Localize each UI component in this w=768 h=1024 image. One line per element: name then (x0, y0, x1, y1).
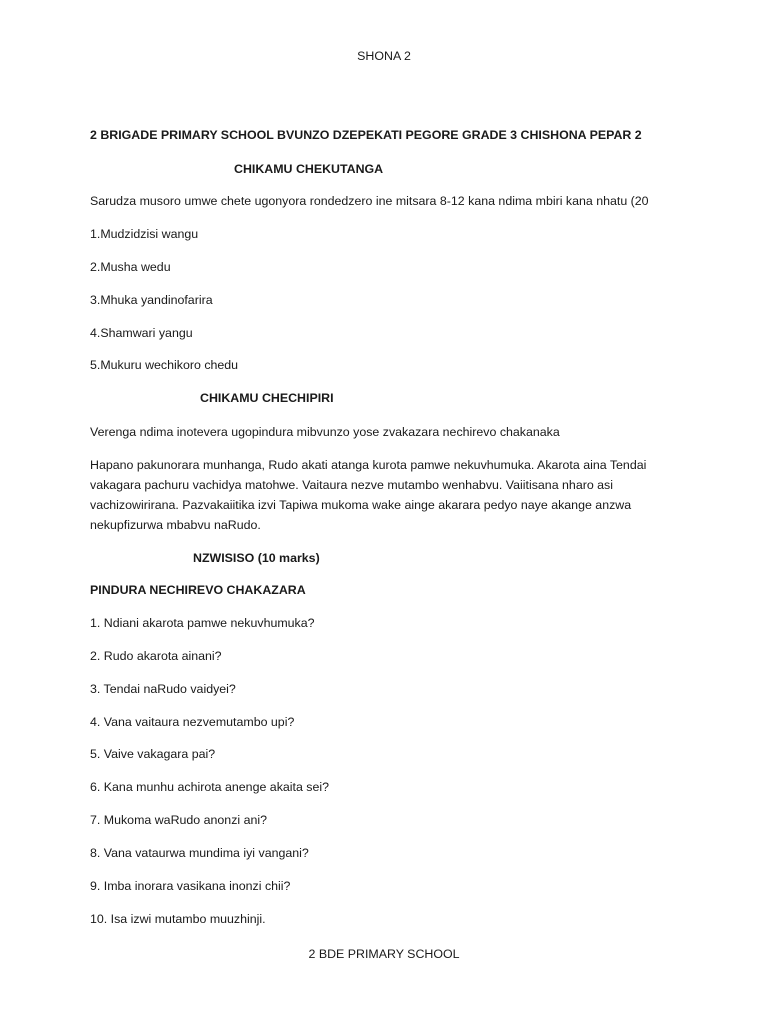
topic-item: 3.Mhuka yandinofarira (90, 293, 213, 307)
comprehension-subheading: PINDURA NECHIREVO CHAKAZARA (90, 583, 306, 597)
question-item: 4. Vana vaitaura nezvemutambo upi? (90, 715, 295, 729)
question-item: 5. Vaive vakagara pai? (90, 747, 216, 761)
question-item: 2. Rudo akarota ainani? (90, 649, 222, 663)
section2-heading: CHIKAMU CHECHIPIRI (200, 391, 334, 405)
passage-line: Hapano pakunorara munhanga, Rudo akati atanga kurota pamwe nekuvhumuka. Akarota aina Tendai (90, 458, 647, 472)
question-item: 1. Ndiani akarota pamwe nekuvhumuka? (90, 616, 315, 630)
topic-item: 4.Shamwari yangu (90, 326, 193, 340)
passage-line: vakagara pachuru vachidya matohwe. Vaitaura nezve mutambo wenhabvu. Vaiitisana nharo asi (90, 478, 614, 492)
section1-instruction: Sarudza musoro umwe chete ugonyora rondedzero ine mitsara 8-12 kana ndima mbiri kana nhatu (20 (90, 194, 649, 208)
question-item: 9. Imba inorara vasikana inonzi chii? (90, 879, 291, 893)
comprehension-heading: NZWISISO (10 marks) (193, 551, 320, 565)
page-footer: 2 BDE PRIMARY SCHOOL (308, 947, 460, 961)
topic-item: 5.Mukuru wechikoro chedu (90, 358, 239, 372)
passage-line: vachizowirirana. Pazvakaiitika izvi Tapiwa mukoma wake ainge akarara pedyo naye akange anzwa (90, 498, 632, 512)
question-item: 10. Isa izwi mutambo muuzhinji. (90, 912, 266, 926)
passage-line: nekupfizurwa mbabvu naRudo. (90, 518, 261, 532)
question-item: 7. Mukoma waRudo anonzi ani? (90, 813, 268, 827)
page-header: SHONA 2 (357, 49, 411, 63)
topic-item: 2.Musha wedu (90, 260, 171, 274)
question-item: 3. Tendai naRudo vaidyei? (90, 682, 236, 696)
topic-item: 1.Mudzidzisi wangu (90, 227, 199, 241)
section2-instruction: Verenga ndima inotevera ugopindura mibvunzo yose zvakazara nechirevo chakanaka (90, 425, 560, 439)
question-item: 6. Kana munhu achirota anenge akaita sei? (90, 780, 330, 794)
section1-heading: CHIKAMU CHEKUTANGA (234, 162, 384, 176)
exam-title: 2 BRIGADE PRIMARY SCHOOL BVUNZO DZEPEKATI PEGORE GRADE 3 CHISHONA PEPAR 2 (90, 128, 642, 142)
question-item: 8. Vana vataurwa mundima iyi vangani? (90, 846, 309, 860)
